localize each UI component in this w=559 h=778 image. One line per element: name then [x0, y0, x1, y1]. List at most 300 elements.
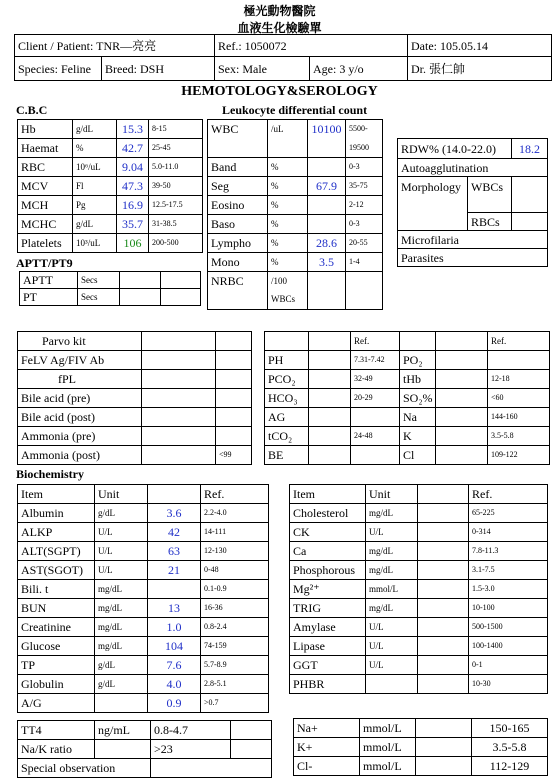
biochem-unit: mg/dL	[366, 561, 418, 580]
bottom-right-name: K+	[294, 738, 360, 757]
biochem-value: 7.6	[148, 656, 201, 675]
table-row	[208, 291, 383, 310]
leuko-value: 28.6	[308, 234, 346, 253]
biochem-unit: mg/dL	[95, 618, 148, 637]
table-row	[18, 139, 203, 158]
leuko-unit: %	[268, 253, 308, 272]
biochem-title: Biochemistry	[16, 467, 84, 481]
biochem-unit: mg/dL	[95, 637, 148, 656]
bottom-left-table	[17, 720, 272, 778]
serology-ref	[216, 370, 252, 389]
table-row	[20, 272, 201, 289]
leuko-ref: 0-3	[346, 215, 383, 234]
bottom-left-ref: 0.8-4.7	[151, 721, 231, 740]
biochem-ref: 0.1-0.9	[201, 580, 269, 599]
nrbc-blank	[346, 291, 383, 310]
serology-name: fPL	[18, 370, 142, 389]
biochem-name: Ca	[290, 542, 366, 561]
gas-header	[400, 332, 436, 351]
species-field: Species: Feline	[15, 57, 102, 81]
table-row	[208, 272, 383, 291]
gas-name: tHb	[400, 370, 436, 389]
table-row	[18, 158, 203, 177]
aptt-ref	[161, 289, 201, 306]
table-row	[18, 446, 252, 465]
bottom-left-unit	[95, 740, 151, 759]
gas-name: BE	[265, 446, 309, 465]
date-field: Date: 105.05.14	[408, 35, 552, 57]
cbc-table	[17, 119, 203, 253]
wbcs-label: WBCs	[468, 177, 512, 213]
leuko-ref: 0-3	[346, 158, 383, 177]
table-row	[18, 740, 272, 759]
bottom-left-ref: >23	[151, 740, 231, 759]
bottom-right-unit: mmol/L	[360, 738, 416, 757]
table-row	[18, 120, 203, 139]
cbc-unit: g/dL	[73, 120, 117, 139]
biochem-ref: 12-130	[201, 542, 269, 561]
biochem-name: TRIG	[290, 599, 366, 618]
wbcs-value	[512, 177, 548, 213]
table-row	[18, 177, 203, 196]
table-row	[290, 656, 548, 675]
biochem-header-item: Item	[18, 485, 95, 504]
hospital-name: 極光動物醫院	[243, 4, 316, 18]
gas-value	[436, 389, 488, 408]
bottom-right-ref: 3.5-5.8	[472, 738, 548, 757]
biochem-name: CK	[290, 523, 366, 542]
gas-ref: 24-48	[351, 427, 400, 446]
table-row	[208, 253, 383, 272]
report-title: 血液生化檢驗單	[237, 21, 322, 35]
patient-info-table-2	[14, 56, 552, 81]
biochem-value	[418, 580, 469, 599]
gas-value	[436, 408, 488, 427]
autoagglutination-label: Autoagglutination	[398, 159, 548, 177]
leuko-unit: %	[268, 215, 308, 234]
leuko-name: Eosino	[208, 196, 268, 215]
table-row	[18, 656, 269, 675]
serology-ref	[216, 389, 252, 408]
cbc-name: Haemat	[18, 139, 73, 158]
biochem-ref: 0.8-2.4	[201, 618, 269, 637]
biochem-unit: mg/dL	[95, 580, 148, 599]
patient-info-table	[14, 34, 552, 57]
serology-name: FeLV Ag/FIV Ab	[18, 351, 142, 370]
table-row	[265, 408, 550, 427]
wbc-blank	[308, 139, 346, 158]
cbc-unit: 10⁶/uL	[73, 158, 117, 177]
gas-value	[436, 370, 488, 389]
biochem-header-value	[148, 485, 201, 504]
rdw-label: RDW% (14.0-22.0)	[398, 139, 512, 159]
nrbc-ref	[346, 272, 383, 291]
biochem-value: 4.0	[148, 675, 201, 694]
serology-table	[17, 331, 252, 465]
leuko-value	[308, 215, 346, 234]
table-row	[290, 561, 548, 580]
gas-ref: 20-29	[351, 389, 400, 408]
table-row	[208, 158, 383, 177]
biochem-header-ref: Ref.	[469, 485, 548, 504]
gas-name: PO₂	[400, 351, 436, 370]
serology-ref	[216, 332, 252, 351]
biochem-value	[418, 599, 469, 618]
biochem-unit	[95, 694, 148, 713]
cbc-unit: g/dL	[73, 215, 117, 234]
table-row	[18, 370, 252, 389]
biochem-unit: U/L	[366, 637, 418, 656]
table-row	[18, 215, 203, 234]
biochem-unit: U/L	[95, 561, 148, 580]
table-row	[265, 351, 550, 370]
nrbc-unit: /100	[268, 272, 308, 291]
biochem-ref: 5.7-8.9	[201, 656, 269, 675]
table-row	[294, 719, 548, 738]
bottom-right-ref: 112-129	[472, 757, 548, 776]
gas-ref	[488, 351, 550, 370]
serology-value	[142, 389, 216, 408]
gas-value	[436, 351, 488, 370]
bottom-left-unit: ng/mL	[95, 721, 151, 740]
serology-value	[142, 427, 216, 446]
gas-value	[436, 427, 488, 446]
biochem-ref: 65-225	[469, 504, 548, 523]
biochem-value	[418, 618, 469, 637]
table-row	[18, 389, 252, 408]
bottom-left-value	[231, 740, 272, 759]
biochem-ref: 10-100	[469, 599, 548, 618]
table-row	[294, 757, 548, 776]
biochem-header-item: Item	[290, 485, 366, 504]
cbc-ref: 200-500	[149, 234, 203, 253]
bottom-right-unit: mmol/L	[360, 719, 416, 738]
gas-ref: 109-122	[488, 446, 550, 465]
table-row	[18, 485, 269, 504]
cbc-name: Platelets	[18, 234, 73, 253]
gas-name: HCO₃	[265, 389, 309, 408]
wbc-ref-2: 19500	[346, 139, 383, 158]
gas-name: K	[400, 427, 436, 446]
serology-name: Ammonia (post)	[18, 446, 142, 465]
biochem-value	[418, 504, 469, 523]
biochem-unit: g/dL	[95, 656, 148, 675]
wbc-blank	[268, 139, 308, 158]
biochem-name: Lipase	[290, 637, 366, 656]
gas-name: Na	[400, 408, 436, 427]
biochem-unit: mg/dL	[366, 504, 418, 523]
biochem-name: Bili. t	[18, 580, 95, 599]
gas-name: PCO₂	[265, 370, 309, 389]
biochem-value: 42	[148, 523, 201, 542]
biochem-unit: mg/dL	[366, 542, 418, 561]
gas-value	[309, 408, 351, 427]
biochem-name: Albumin	[18, 504, 95, 523]
serology-name: Parvo kit	[18, 332, 142, 351]
leuko-unit: %	[268, 234, 308, 253]
serology-ref	[216, 427, 252, 446]
microfilaria-label: Microfilaria	[398, 231, 548, 249]
nrbc-unit-2: WBCs	[268, 291, 308, 310]
table-row	[290, 637, 548, 656]
aptt-value	[120, 289, 161, 306]
leuko-unit: %	[268, 196, 308, 215]
table-row	[290, 523, 548, 542]
gas-ref: 32-49	[351, 370, 400, 389]
table-row	[18, 542, 269, 561]
biochem-ref: 16-36	[201, 599, 269, 618]
table-row	[265, 427, 550, 446]
table-row	[18, 523, 269, 542]
cbc-ref: 8-15	[149, 120, 203, 139]
biochem-unit: U/L	[366, 656, 418, 675]
biochem-value	[418, 523, 469, 542]
gas-ref: 12-18	[488, 370, 550, 389]
leuko-value	[308, 158, 346, 177]
gas-value	[309, 351, 351, 370]
biochem-header-ref: Ref.	[201, 485, 269, 504]
ref-field: Ref.: 1050072	[215, 35, 408, 57]
biochem-unit: U/L	[95, 523, 148, 542]
table-row	[18, 351, 252, 370]
rdw-table	[397, 138, 548, 267]
biochem-name: A/G	[18, 694, 95, 713]
gas-value	[309, 370, 351, 389]
biochem-value: 0.9	[148, 694, 201, 713]
biochem-ref: 74-159	[201, 637, 269, 656]
serology-value	[142, 370, 216, 389]
table-row	[18, 504, 269, 523]
wbc-value: 10100	[308, 120, 346, 139]
gas-name: Cl	[400, 446, 436, 465]
leuko-name: Seg	[208, 177, 268, 196]
bottom-right-value	[416, 719, 472, 738]
biochem-ref: 2.2-4.0	[201, 504, 269, 523]
leuko-ref: 1-4	[346, 253, 383, 272]
serology-ref	[216, 408, 252, 427]
wbc-name: WBC	[208, 120, 268, 139]
table-row	[18, 408, 252, 427]
biochem-value: 104	[148, 637, 201, 656]
biochem-unit: mg/dL	[366, 599, 418, 618]
wbc-ref: 5500-	[346, 120, 383, 139]
biochem-ref: 14-111	[201, 523, 269, 542]
cbc-value: 15.3	[117, 120, 149, 139]
leuko-name: Baso	[208, 215, 268, 234]
biochem-value: 1.0	[148, 618, 201, 637]
biochem-name: Mg²⁺	[290, 580, 366, 599]
table-row	[18, 196, 203, 215]
table-row	[290, 675, 548, 694]
biochem-value	[418, 656, 469, 675]
serology-value	[142, 351, 216, 370]
aptt-title: APTT/PT9	[16, 256, 73, 270]
serology-ref: <99	[216, 446, 252, 465]
gas-ref: 144-160	[488, 408, 550, 427]
biochem-header-value	[418, 485, 469, 504]
biochem-unit: g/dL	[95, 504, 148, 523]
table-row	[290, 485, 548, 504]
cbc-unit: %	[73, 139, 117, 158]
leuko-value: 67.9	[308, 177, 346, 196]
gas-ref: <60	[488, 389, 550, 408]
biochem-name: AST(SGOT)	[18, 561, 95, 580]
wbc-unit: /uL	[268, 120, 308, 139]
gas-ref	[351, 408, 400, 427]
cbc-ref: 12.5-17.5	[149, 196, 203, 215]
biochem-value: 63	[148, 542, 201, 561]
biochem-value: 3.6	[148, 504, 201, 523]
cbc-ref: 25-45	[149, 139, 203, 158]
nrbc-name: NRBC	[208, 272, 268, 291]
biochem-name: TP	[18, 656, 95, 675]
table-row	[208, 215, 383, 234]
aptt-unit: Secs	[78, 289, 120, 306]
biochem-left-table	[17, 484, 269, 713]
table-row	[265, 389, 550, 408]
table-row	[265, 446, 550, 465]
biochem-name: BUN	[18, 599, 95, 618]
cbc-unit: 10³/uL	[73, 234, 117, 253]
nrbc-blank	[308, 291, 346, 310]
gas-name: PH	[265, 351, 309, 370]
cbc-name: Hb	[18, 120, 73, 139]
gas-ref-header: Ref.	[488, 332, 550, 351]
biochem-ref: 0-314	[469, 523, 548, 542]
biochem-header-unit: Unit	[366, 485, 418, 504]
gas-name: tCO₂	[265, 427, 309, 446]
biochem-unit: U/L	[366, 523, 418, 542]
gas-ref-header: Ref.	[351, 332, 400, 351]
aptt-ref	[161, 272, 201, 289]
gas-ref: 3.5-5.8	[488, 427, 550, 446]
leukocyte-title: Leukocyte differential count	[222, 103, 368, 117]
biochem-name: GGT	[290, 656, 366, 675]
table-row	[18, 694, 269, 713]
leuko-ref: 35-75	[346, 177, 383, 196]
nrbc-blank	[208, 291, 268, 310]
biochem-value	[148, 580, 201, 599]
biochem-value: 13	[148, 599, 201, 618]
biochem-name: Amylase	[290, 618, 366, 637]
biochem-ref: 2.8-5.1	[201, 675, 269, 694]
client-field: Client / Patient: TNR—亮亮	[15, 35, 215, 57]
bottom-left-name: TT4	[18, 721, 95, 740]
serology-value	[142, 446, 216, 465]
gas-header	[436, 332, 488, 351]
table-row	[18, 599, 269, 618]
gas-value	[309, 446, 351, 465]
rbcs-label: RBCs	[468, 213, 512, 231]
serology-value	[142, 408, 216, 427]
serology-ref	[216, 351, 252, 370]
cbc-name: MCHC	[18, 215, 73, 234]
aptt-name: PT	[20, 289, 78, 306]
serology-name: Bile acid (post)	[18, 408, 142, 427]
table-row	[18, 675, 269, 694]
leuko-value	[308, 196, 346, 215]
biochem-name: Globulin	[18, 675, 95, 694]
table-row	[18, 332, 252, 351]
leuko-name: Mono	[208, 253, 268, 272]
biochem-unit	[366, 675, 418, 694]
biochem-ref: 10-30	[469, 675, 548, 694]
aptt-table	[19, 271, 201, 306]
morphology-label: Morphology	[398, 177, 468, 231]
biochem-ref: 100-1400	[469, 637, 548, 656]
biochem-right-table	[289, 484, 548, 694]
table-row	[18, 580, 269, 599]
leuko-ref: 2-12	[346, 196, 383, 215]
doctor-field: Dr. 張仁帥	[408, 57, 552, 81]
nrbc-value	[308, 272, 346, 291]
cbc-ref: 31-38.5	[149, 215, 203, 234]
table-row	[18, 759, 272, 778]
leukocyte-table	[207, 119, 383, 310]
aptt-unit: Secs	[78, 272, 120, 289]
wbc-blank	[208, 139, 268, 158]
biochem-ref: 0-48	[201, 561, 269, 580]
leuko-unit: %	[268, 158, 308, 177]
table-row	[208, 234, 383, 253]
bottom-right-ref: 150-165	[472, 719, 548, 738]
table-row	[18, 561, 269, 580]
aptt-name: APTT	[20, 272, 78, 289]
bottom-right-table	[293, 718, 548, 776]
biochem-value	[418, 542, 469, 561]
biochem-value	[418, 561, 469, 580]
biochem-name: Creatinine	[18, 618, 95, 637]
table-row	[18, 721, 272, 740]
biochem-name: PHBR	[290, 675, 366, 694]
cbc-value: 106	[117, 234, 149, 253]
bloodgas-table	[264, 331, 550, 465]
bottom-right-unit: mmol/L	[360, 757, 416, 776]
leuko-unit: %	[268, 177, 308, 196]
table-row	[290, 580, 548, 599]
cbc-value: 35.7	[117, 215, 149, 234]
bottom-right-name: Cl-	[294, 757, 360, 776]
cbc-value: 16.9	[117, 196, 149, 215]
bottom-right-name: Na+	[294, 719, 360, 738]
biochem-unit: g/dL	[95, 675, 148, 694]
leuko-name: Lympho	[208, 234, 268, 253]
cbc-unit: Pg	[73, 196, 117, 215]
leuko-name: Band	[208, 158, 268, 177]
table-row	[208, 177, 383, 196]
gas-value	[436, 446, 488, 465]
table-row	[18, 427, 252, 446]
section-title: HEMOTOLOGY&SEROLOGY	[181, 84, 378, 99]
biochem-ref: 500-1500	[469, 618, 548, 637]
leuko-value: 3.5	[308, 253, 346, 272]
cbc-value: 47.3	[117, 177, 149, 196]
table-row	[18, 618, 269, 637]
special-observation: Special observation	[18, 759, 151, 778]
table-row	[290, 542, 548, 561]
biochem-value	[418, 637, 469, 656]
cbc-title: C.B.C	[16, 103, 48, 117]
biochem-name: Glucose	[18, 637, 95, 656]
table-row	[18, 234, 203, 253]
table-row	[290, 618, 548, 637]
biochem-header-unit: Unit	[95, 485, 148, 504]
biochem-unit: mmol/L	[366, 580, 418, 599]
cbc-unit: Fl	[73, 177, 117, 196]
breed-field: Breed: DSH	[102, 57, 215, 81]
cbc-name: MCV	[18, 177, 73, 196]
serology-name: Bile acid (pre)	[18, 389, 142, 408]
